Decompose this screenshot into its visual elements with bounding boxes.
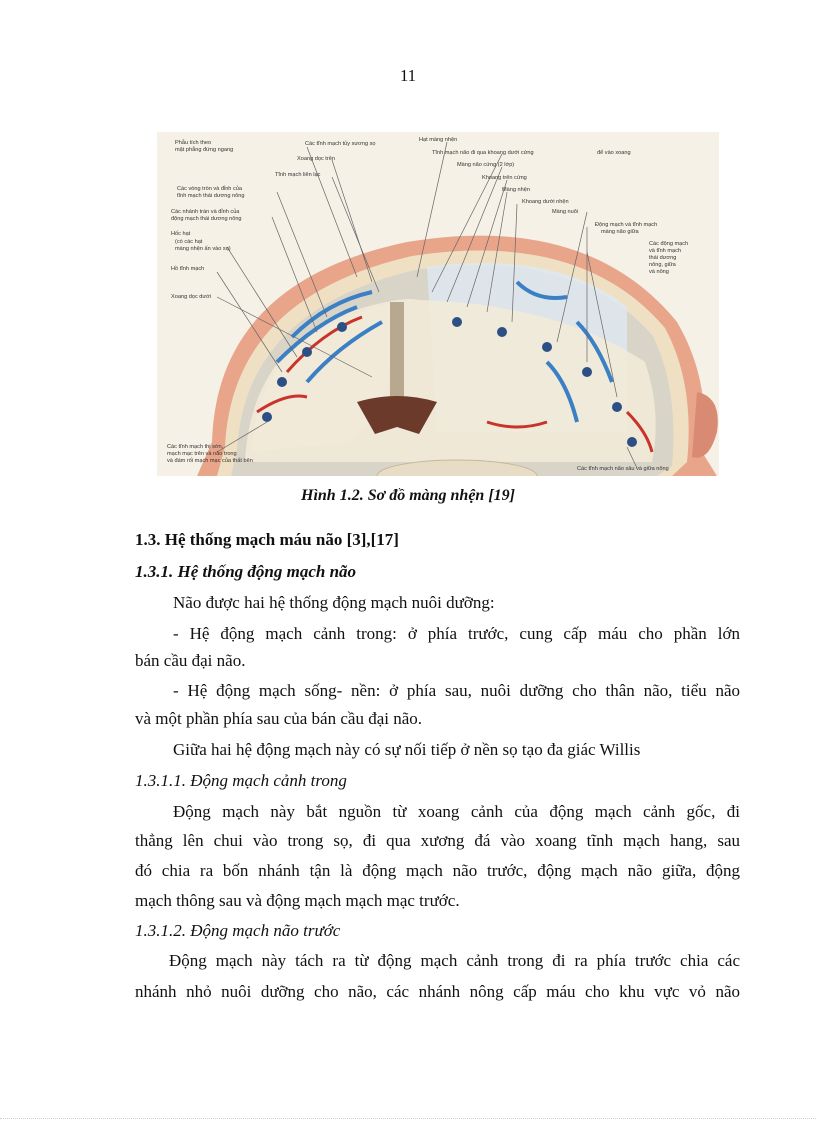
section-heading: 1.3. Hệ thống mạch máu não [3],[17] (135, 530, 399, 549)
label-top-1: Hạt màng nhện (419, 137, 458, 143)
label-right-8: và nông (649, 269, 669, 275)
label-left-16: mạch mạc trên và não trong (167, 451, 237, 457)
label-top-4: Màng não cứng (2 lớp) (457, 162, 515, 168)
label-left-12: màng nhện ấn vào sọ) (175, 246, 231, 252)
heading-carotid: 1.3.1.1. Động mạch cảnh trong (135, 771, 347, 790)
label-top-2: Tĩnh mạch não đi qua khoang dưới cứng (432, 150, 534, 156)
label-left-7: tĩnh mạch thái dương nông (177, 193, 245, 199)
anatomy-illustration (157, 132, 719, 476)
carotid-line1: Động mạch này bắt nguồn từ xoang cảnh của động mạch cảnh gốc, đi (173, 802, 740, 821)
carotid-line2: thẳng lên chui vào trong sọ, đi qua xương đá vào xoang tĩnh mạch hang, sau (135, 831, 740, 850)
page-bottom-border (0, 1118, 816, 1119)
label-left-8: Các nhánh trán và đỉnh của (171, 209, 240, 215)
label-left-15: Các tĩnh mạch thị sớn, (167, 444, 224, 450)
label-left-13: Hồ tĩnh mạch (171, 266, 205, 272)
label-left-4: Xoang dọc trên (297, 156, 335, 162)
willis-paragraph: Giữa hai hệ động mạch này có sự nối tiếp ở nền sọ tạo đa giác Willis (173, 740, 641, 759)
label-right-9: Các tĩnh mạch não sâu và giữa nông (577, 466, 669, 472)
label-left-2: mặt phẳng đứng ngang (175, 147, 234, 153)
anterior-line2: nhánh nhỏ nuôi dưỡng cho não, các nhánh nông cấp máu cho khu vực vỏ não (135, 982, 740, 1001)
subsection-heading: 1.3.1. Hệ thống động mạch não (135, 562, 357, 581)
figure-arachnoid-diagram (157, 132, 719, 476)
label-top-5: Khoang trên cứng (482, 175, 527, 181)
label-left-11: (có các hạt (175, 239, 203, 245)
label-left-14: Xoang dọc dưới (171, 294, 212, 300)
label-left-1: Phẫu tích theo (175, 140, 212, 146)
label-left-3: Các tĩnh mạch tủy xương sọ (305, 141, 376, 147)
intro-paragraph: Não được hai hệ thống động mạch nuôi dưỡng: (173, 593, 495, 612)
bullet2-line2: và một phần phía sau của bán cầu đại não. (135, 709, 423, 728)
bullet2-line1: - Hệ động mạch sống- nền: ở phía sau, nuôi dưỡng cho thân não, tiểu não (173, 681, 740, 700)
label-top-3: để vào xoang (597, 150, 631, 156)
label-left-10: Hốc hạt (171, 231, 191, 237)
carotid-line4: mạch thông sau và động mạch mạch mạc trước. (135, 891, 460, 910)
label-right-6: thái dương (649, 255, 677, 261)
bullet1-line2: bán cầu đại não. (135, 651, 246, 670)
carotid-line3: đó chia ra bốn nhánh tận là động mạch não trước, động mạch não giữa, động (135, 861, 740, 880)
label-left-9: động mạch thái dương nông (171, 216, 242, 222)
label-left-17: và đám rối mạch mạc của thất bên (167, 458, 253, 464)
label-left-5: Tĩnh mạch liên lạc (275, 172, 321, 178)
label-right-7: nông, giữa (649, 262, 676, 268)
label-top-6: Màng nhện (502, 187, 530, 193)
label-right-1: Màng nuôi (552, 209, 579, 215)
bullet1-line1: - Hệ động mạch cảnh trong: ở phía trước, cung cấp máu cho phần lớn (173, 624, 740, 643)
heading-anterior-cerebral: 1.3.1.2. Động mạch não trước (135, 921, 341, 940)
anterior-line1: Động mạch này tách ra từ động mạch cảnh trong đi ra phía trước chia các (169, 951, 740, 970)
page-number: 11 (399, 66, 417, 85)
label-right-2: Động mạch và tĩnh mạch (595, 222, 658, 228)
label-right-3: màng não giữa (601, 229, 639, 235)
label-top-7: Khoang dưới nhện (522, 199, 569, 205)
label-right-4: Các động mạch (649, 241, 689, 247)
label-right-5: và tĩnh mạch (649, 248, 682, 254)
falx-cerebri (390, 302, 404, 412)
label-left-6: Các vòng tròn và đỉnh của (177, 186, 242, 192)
figure-caption: Hình 1.2. Sơ đồ màng nhện [19] (301, 487, 515, 504)
